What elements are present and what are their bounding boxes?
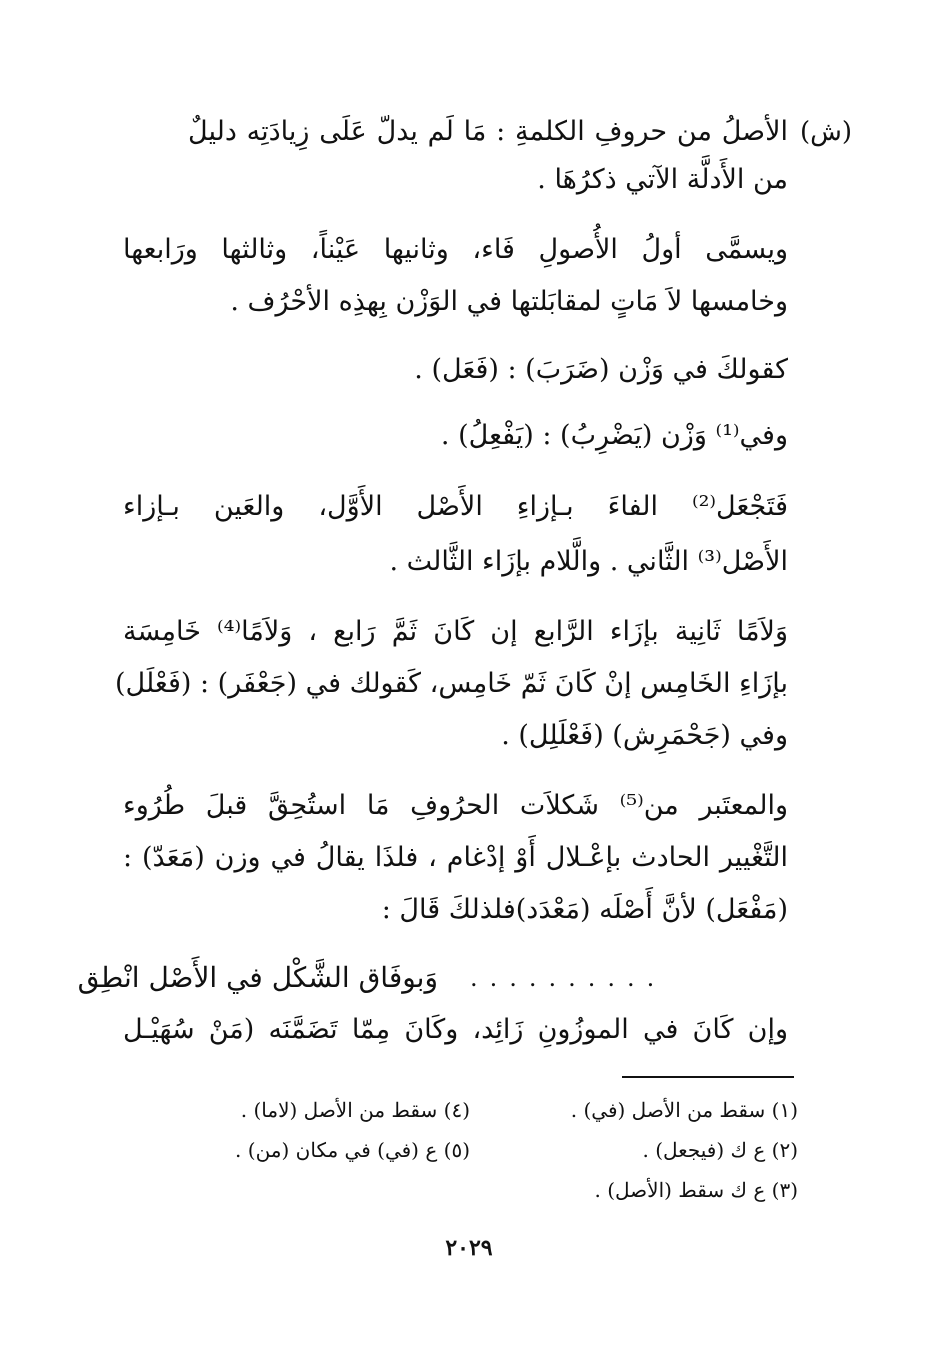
page-number: ٢٠٢٩ [445,1235,493,1261]
text-line: (مَفْعَل) لأنَّ أَصْلَه (مَعْدَد)فلذلكَ قَالَ : [381,894,788,925]
footnote: (٢) ع ك (فيجعل) . [642,1138,798,1162]
text-line: بإزَاءِ الخَامِس إنْ كَانَ ثَمّ خَامِس، كَقولك في (جَعْفَر) : (فَعْلَل) [115,668,788,699]
footnote: (٣) ع ك سقط (الأصل) . [594,1178,798,1202]
text-line: وفي (جَحْمَرِش) (فَعْلَلِل) . [501,720,788,751]
text-line: من الأَدلَّة الآتي ذكرُهَا . [537,164,788,195]
verse-hemistich: وَبوفَاق الشَّكْل في الأَصْل انْطِق [77,961,438,994]
text-line: الأَصْل⁽³⁾ الثَّاني . والَّلام بإزَاء الثَّالث . [389,546,788,577]
text-line: الأصلُ من حروفِ الكلمةِ : مَا لَم يدلّ عَلَى زِيادَتِه دليلٌ [188,116,788,147]
text-line: والمعتَبر من⁽⁵⁾ شَكلاَت الحرُوفِ مَا استُحِقَّ قبلَ طُرُوء [123,790,788,821]
verse-ellipsis: .......... [470,964,667,992]
footnote: (٤) سقط من الأصل (لاما) . [240,1098,470,1122]
text-line: وَلاَمًا ثَانِية بإزَاء الرَّابع إن كَانَ ثَمَّ رَابع ، وَلاَمًا⁽⁴⁾ خَامِسَة [123,616,788,647]
text-line: ويسمَّى أولُ الأُصولِ فَاء، وثانيها عَيْناً، وثالثها ورَابعها [123,234,788,265]
commentary-marker: (ش) [799,117,852,147]
text-line: التَّغْيير الحادث بإعْـلال أَوْ إدْغام ، فلذَا يقالُ في وزن (مَعَدّ) : [123,842,788,873]
footnote: (١) سقط من الأصل (في) . [570,1098,798,1122]
text-line: وإن كَانَ في الموزُونِ زَائِد، وكَانَ مِمّا تَضَمَّنَه (مَنْ سُهَيْـل [123,1014,788,1045]
text-line: فَتَجْعَل⁽²⁾ الفاءَ بـإزاءِ الأَصْل الأَوَّل، والعَين بـإزاء [123,491,788,522]
text-line: كقولكَ في وَزْن (ضَرَبَ) : (فَعَل) . [414,354,788,385]
text-line: وخامسها لاَ مَاتٍ لمقابَلتها في الوَزْن بِهذِه الأحْرُف . [230,286,788,317]
footnote: (٥) ع (في) في مكان (من) . [235,1138,470,1162]
footnote-separator [622,1076,794,1078]
text-line: وفي⁽¹⁾ وَزْن (يَضْرِبُ) : (يَفْعِلُ) . [440,420,788,451]
